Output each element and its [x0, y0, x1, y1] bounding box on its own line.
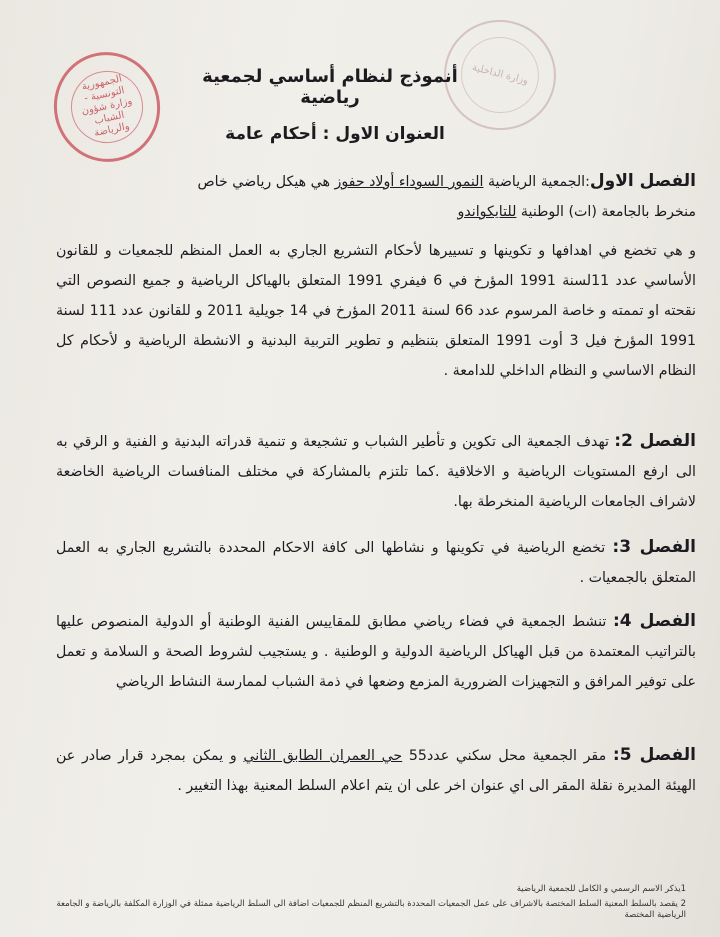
footnote-1: 1يذكر الاسم الرسمي و الكامل للجمعية الرياضية	[516, 884, 686, 894]
article-5	[56, 740, 696, 801]
article-5-heading: الفصل 5:	[612, 745, 696, 765]
sport-name: للتايكواندو	[457, 204, 517, 220]
article-4-heading: الفصل 4:	[612, 611, 696, 631]
article-1-body: و هي تخضع في اهدافها و تكوينها و تسييرها لأحكام التشريع الجاري به العمل المنظم للجمعيات و للقانون الأساسي عدد 11لسنة 1991 المؤرخ في 6 فيفري 1991 المتعلق بالهياكل الرياضية و جميع النصوص التي نقحته او تممته و خاصة المرسوم عدد 66 لسنة 2011 المؤرخ في 14 جويلية 2011 و للقانون عدد 111 لسنة 1991 المؤرخ فيل 3 أوت 1991 المتعلق بتنظيم و تطوير التربية البدنية و الانشطة الرياضية و لأحكام كل النظام الاساسي و النظام الداخلي للدامعة .	[56, 243, 697, 379]
association-name: النمور السوداء أولاد حفوز	[334, 174, 484, 190]
official-stamp-red	[44, 42, 171, 172]
footnote-2: 2 يقصد بالسلط المعنية السلط المختصة بالاشراف على عمل الجمعيات المحددة بالتشريع المنظم للجمعيات اضافة الى السلط الرياضية ممثلة في الوزارة المكلفة بالرياضة و الجامعة الرياضية المختصة	[56, 899, 686, 920]
article-3-text: تخضع الرياضية في تكوينها و نشاطها الى كافة الاحكام المحددة بالتشريع الجاري به العمل المتعلق بالجمعيات .	[56, 540, 696, 586]
article-3-heading: الفصل 3:	[612, 537, 696, 557]
headquarters-address: حي العمران الطابق الثاني	[243, 748, 403, 764]
section-title: العنوان الاول : أحكام عامة	[225, 124, 445, 144]
article-2	[56, 426, 696, 517]
article-3	[56, 532, 696, 593]
stamp-left-text: الجمهورية التونسية - وزارة شؤون الشباب والرياضة	[80, 73, 134, 140]
article-2-heading: الفصل 2:	[614, 431, 696, 451]
article-2-text: تهدف الجمعية الى تكوين و تأطير الشباب و تشجيعة و تنمية قدراته البدنية و الفنية و الرقي به الى ارفع المستويات الرياضية و الاخلاقية .كما تلتزم بالمشاركة في مختلف المنافسات الرياضية الخاضعة لاشراف الجامعات الرياضية المنخرطة بها.	[56, 434, 696, 510]
article-1-heading: الفصل الاول	[589, 171, 696, 191]
stamp-right-text: وزارة الداخلية	[470, 62, 530, 87]
article-4-text: تنشط الجمعية في فضاء رياضي مطابق للمقاييس الفنية الوطنية أو الدولية المنصوص عليها بالتراتيب المعتمدة من قبل الهياكل الرياضية الدولية و الوطنية . و يستجيب لشروط الصحة و السلامة و تعمل على توفير المرافق و التجهيزات الضرورية المزمع وضعها في ذمة الشباب لممارسة النشاط الرياضي	[56, 614, 696, 690]
article-4	[56, 606, 696, 697]
article-1-text: منخرط بالجامعة (ات) الوطنية	[516, 204, 696, 220]
article-1-text: :الجمعية الرياضية	[483, 174, 590, 190]
article-5-text: مقر الجمعية محل سكني عدد55	[402, 748, 613, 764]
article-1-text: هي هيكل رياضي خاص	[197, 174, 335, 190]
document-title: أنموذج لنظام أساسي لجمعية رياضية	[202, 66, 458, 108]
article-5-text: و يمكن بمجرد قرار صادر عن الهيئة المديرة نقلة المقر الى اي عنوان اخر على ان يتم اعلام السلط المعنية بهذا التغيير .	[56, 748, 696, 794]
article-1-intro	[56, 166, 696, 227]
